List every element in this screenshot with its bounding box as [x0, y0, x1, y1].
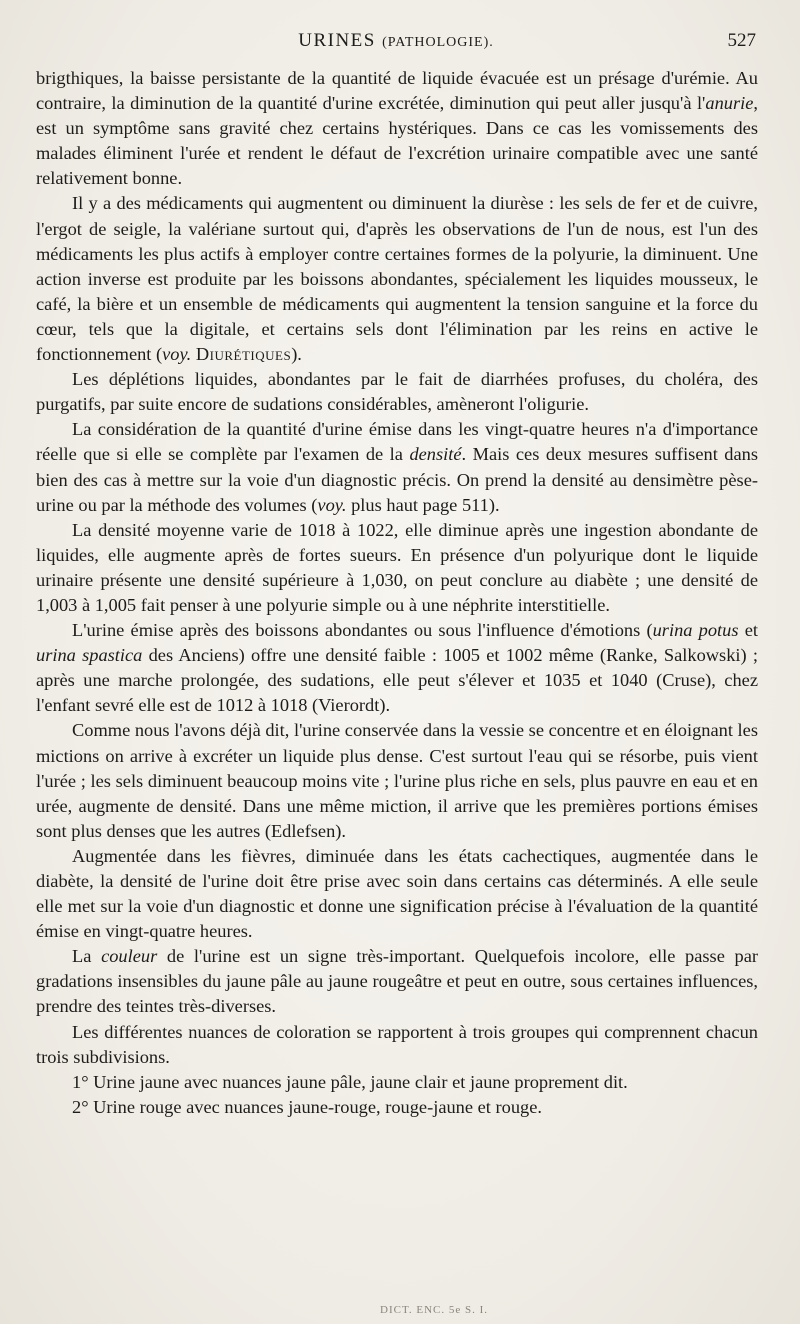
text-run: 1° Urine jaune avec nuances jaune pâle, jaune clair et jaune proprement dit.: [72, 1071, 628, 1092]
italic-term: voy.: [162, 344, 192, 365]
paragraph: [36, 944, 758, 1019]
text-run: 2° Urine rouge avec nuances jaune-rouge, rouge-jaune et rouge.: [72, 1096, 542, 1117]
body-text: [36, 66, 758, 1120]
paragraph: [36, 417, 758, 517]
text-run: La densité moyenne varie de 1018 à 1022, elle diminue après une ingestion abondante de liquides, elle augmente après de fortes sueurs. En présence d'un polyurique dont le liquide urinaire présente une densité supérieure à 1,030, on peut conclure au diabète ; une densité de 1,003 à 1,005 fait penser à une polyurie simple ou à une néphrite interstitielle.: [36, 519, 758, 615]
text-run: plus haut page 511).: [346, 494, 500, 515]
italic-term: anurie: [705, 93, 754, 114]
paragraph: [36, 1095, 758, 1120]
text-run: La: [72, 946, 102, 967]
paragraph: [36, 367, 758, 417]
running-title-main: URINES: [298, 30, 376, 51]
text-run: ).: [291, 344, 302, 365]
small-caps-reference: Diurétiques: [195, 344, 292, 365]
text-run: . Mais ces deux mesures suffisent dans bien des cas à mettre sur la voie d'un diagnostic précis. On prend la densité au densimètre pèse-urine ou par la méthode des volumes (: [36, 444, 758, 515]
text-run: de l'urine est un signe très-important. Quelquefois incolore, elle passe par gradations insensibles du jaune pâle au jaune rougeâtre et peut en outre, sous certaines influences, prendre des teintes très-diverses.: [36, 946, 759, 1017]
paragraph: [36, 66, 758, 191]
running-title-subtitle: (PATHOLOGIE).: [382, 35, 494, 50]
text-run: La considération de la quantité d'urine émise dans les vingt-quatre heures n'a d'importance réelle que si elle se complète par l'examen de la: [36, 419, 758, 465]
italic-term: urina potus: [652, 620, 739, 641]
paragraph: [36, 618, 758, 718]
text-run: Comme nous l'avons déjà dit, l'urine conservée dans la vessie se concentre et en éloignant les mictions on arrive à excréter un liquide plus dense. C'est surtout l'eau qui se résorbe, puis vient l'urée ; les sels diminuent beaucoup moins vite ; l'urine plus riche en sels, plus pauvre en eau et en urée, augmente de densité. Dans une même miction, il arrive que les premières portions émises sont plus denses que les autres (Edlefsen).: [36, 720, 758, 841]
italic-term: couleur: [101, 946, 158, 967]
running-title: [36, 30, 756, 52]
text-run: L'urine émise après des boissons abondantes ou sous l'influence d'émotions (: [72, 620, 653, 641]
text-run: Les déplétions liquides, abondantes par le fait de diarrhées profuses, du choléra, des purgatifs, par suite encore de sudations considérables, amèneront l'oligurie.: [36, 369, 758, 415]
page-number: 527: [727, 30, 756, 51]
paragraph: [36, 1070, 758, 1095]
paragraph: [36, 718, 758, 843]
text-run: des Anciens) offre une densité faible : 1005 et 1002 même (Ranke, Salkowski) ; après une marche prolongée, des sudations, elle peut s'élever et 1035 et 1040 (Cruse), chez l'enfant sevré elle est de 1012 à 1018 (Vierordt).: [36, 645, 758, 716]
running-header: [36, 30, 756, 58]
paragraph: [36, 844, 758, 944]
text-run: Les différentes nuances de coloration se rapportent à trois groupes qui comprennent chacun trois subdivisions.: [36, 1021, 758, 1067]
text-run: brigthiques, la baisse persistante de la quantité de liquide évacuée est un présage d'urémie. Au contraire, la diminution de la quantité d'urine excrétée, diminution qui peut aller jusqu'à l': [36, 68, 758, 114]
italic-term: urina spastica: [36, 645, 143, 666]
paragraph: [36, 1020, 758, 1070]
paragraph: [36, 518, 758, 618]
text-run: , est un symptôme sans gravité chez certains hystériques. Dans ce cas les vomissements des malades éliminent l'urée et rendent le défaut de l'excrétion urinaire compatible avec une santé relativement bonne.: [36, 93, 758, 189]
text-run: Augmentée dans les fièvres, diminuée dans les états cachectiques, augmentée dans le diabète, la densité de l'urine doit être prise avec soin dans certains cas déterminés. A elle seule elle met sur la voie d'un diagnostic et donne une signification précise à l'évaluation de la quantité émise en vingt-quatre heures.: [36, 845, 758, 942]
text-run: et: [738, 620, 758, 641]
italic-term: voy.: [317, 494, 347, 515]
printer-signature: DICT. ENC. 5e S. I.: [380, 1304, 489, 1316]
text-run: Il y a des médicaments qui augmentent ou diminuent la diurèse : les sels de fer et de cuivre, l'ergot de seigle, la valériane surtout qui, d'après les observations de l'un de nous, est l'un des médicaments les plus actifs à employer contre certaines formes de la polyurie, la diminuent. Une action inverse est produite par les boissons abondantes, spécialement les liquides mousseux, le café, la bière et un ensemble de médicaments qui augmentent la tension sanguine et la force du cœur, tels que la digitale, et certains sels dont l'élimination par les reins en active le fonctionnement (: [36, 193, 758, 365]
paragraph: [36, 191, 758, 367]
italic-term: densité: [409, 444, 462, 465]
